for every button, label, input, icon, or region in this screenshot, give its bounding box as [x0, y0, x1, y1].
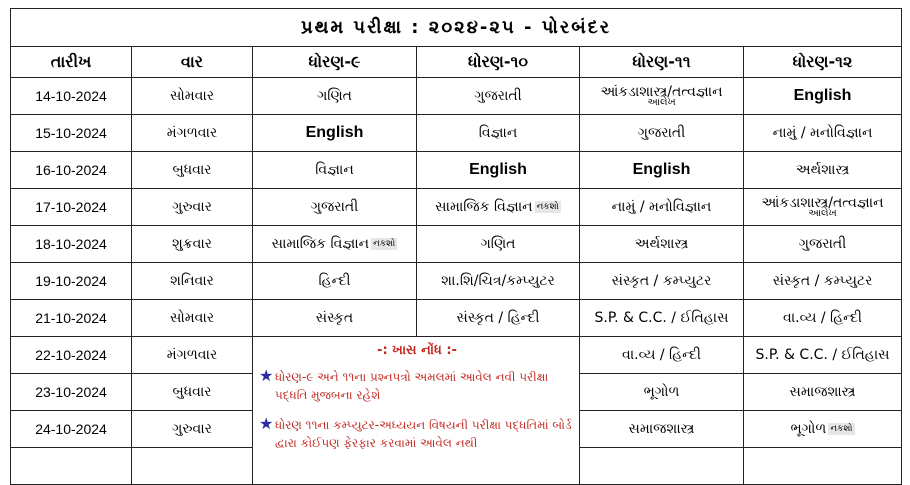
- empty-cell: [744, 448, 902, 485]
- std12-subject: આંકડાશાસ્ત્ર/તત્વજ્ઞાન: [761, 195, 884, 211]
- std11-subject-cell: [580, 78, 744, 115]
- map-tag: નકશો: [536, 202, 559, 212]
- std11-subject: સંસ્કૃત / કમ્પ્યુટર: [580, 263, 744, 300]
- table-row: [11, 300, 902, 337]
- std10-subject: શા.શિ/ચિત્ર/કમ્પ્યુટર: [417, 263, 580, 300]
- std11-subject: અર્થશાસ્ત્ર: [580, 226, 744, 263]
- subject-subnote: આલેખ: [808, 208, 837, 219]
- header-date: તારીખ: [11, 47, 132, 78]
- map-tag: નકશો: [830, 424, 853, 434]
- std10-subject: ગણિત: [417, 226, 580, 263]
- note-text: ધોરણ-૯ અને ૧૧ના પ્રશ્નપત્રો અમલમાં આવેલ નવી પરીક્ષા પદ્ધતિ મુજબના રહેશે: [275, 370, 549, 402]
- std12-subject: S.P. & C.C. / ઈતિહાસ: [744, 337, 902, 374]
- date-cell: 19-10-2024: [11, 263, 132, 300]
- std10-subject-cell: [417, 189, 580, 226]
- subject-subnote: આલેખ: [647, 97, 676, 108]
- std9-subject: English: [253, 115, 417, 152]
- std11-subject: ગુજરાતી: [580, 115, 744, 152]
- date-cell: 17-10-2024: [11, 189, 132, 226]
- table-row: [11, 189, 902, 226]
- std9-subject: સામાજિક વિજ્ઞાન: [271, 236, 370, 252]
- day-cell: બુધવાર: [132, 374, 253, 411]
- std11-subject: આંકડાશાસ્ત્ર/તત્વજ્ઞાન: [600, 84, 723, 100]
- std11-subject: નામું / મનોવિજ્ઞાન: [580, 189, 744, 226]
- header-std11: ધોરણ-૧૧: [580, 47, 744, 78]
- date-cell: 22-10-2024: [11, 337, 132, 374]
- star-icon: ★: [259, 366, 274, 385]
- header-std9: ધોરણ-૯: [253, 47, 417, 78]
- std12-subject: English: [744, 78, 902, 115]
- special-note: [253, 337, 580, 485]
- std12-subject: સમાજશાસ્ત્ર: [744, 374, 902, 411]
- timetable-table: [10, 8, 902, 485]
- date-cell: 16-10-2024: [11, 152, 132, 189]
- std10-subject: સામાજિક વિજ્ઞાન: [435, 199, 533, 215]
- std10-subject: સંસ્કૃત / હિન્દી: [417, 300, 580, 337]
- date-cell: 14-10-2024: [11, 78, 132, 115]
- std11-subject: S.P. & C.C. / ઈતિહાસ: [580, 300, 744, 337]
- day-cell: મંગળવાર: [132, 115, 253, 152]
- std10-subject: વિજ્ઞાન: [417, 115, 580, 152]
- header-std12: ધોરણ-૧૨: [744, 47, 902, 78]
- day-cell: શનિવાર: [132, 263, 253, 300]
- table-row: [11, 263, 902, 300]
- day-cell: સોમવાર: [132, 78, 253, 115]
- empty-cell: [580, 448, 744, 485]
- std11-subject: વા.વ્ય / હિન્દી: [580, 337, 744, 374]
- std11-subject: English: [580, 152, 744, 189]
- note-title: -: ખાસ નોંધ :-: [377, 343, 457, 358]
- day-cell: શુક્રવાર: [132, 226, 253, 263]
- std12-subject: વા.વ્ય / હિન્દી: [744, 300, 902, 337]
- empty-cell: [132, 448, 253, 485]
- std10-subject: ગુજરાતી: [417, 78, 580, 115]
- table-row: [11, 78, 902, 115]
- map-tag: નકશો: [373, 239, 396, 249]
- std9-subject: સંસ્કૃત: [253, 300, 417, 337]
- note-item: [259, 416, 575, 452]
- table-row: [11, 337, 902, 374]
- date-cell: 15-10-2024: [11, 115, 132, 152]
- empty-cell: [11, 448, 132, 485]
- note-text: ધોરણ ૧૧ના કમ્પ્યુટર-અધ્યયન વિષયની પરીક્ષા પદ્ધતિમાં બોર્ડ દ્વારા કોઈપણ ફેરફાર કરવામાં આવેલ નથી: [275, 418, 572, 450]
- std11-subject: સમાજશાસ્ત્ર: [580, 411, 744, 448]
- std9-subject: ગણિત: [253, 78, 417, 115]
- note-item: [259, 368, 575, 404]
- star-icon: ★: [259, 414, 274, 433]
- header-day: વાર: [132, 47, 253, 78]
- std12-subject-cell: [744, 411, 902, 448]
- std12-subject: અર્થશાસ્ત્ર: [744, 152, 902, 189]
- exam-timetable: [10, 8, 901, 485]
- date-cell: 23-10-2024: [11, 374, 132, 411]
- table-row: [11, 226, 902, 263]
- table-row: [11, 115, 902, 152]
- day-cell: ગુરુવાર: [132, 189, 253, 226]
- std11-subject: ભૂગોળ: [580, 374, 744, 411]
- std9-subject: ગુજરાતી: [253, 189, 417, 226]
- std12-subject: નામું / મનોવિજ્ઞાન: [744, 115, 902, 152]
- std9-subject: હિન્દી: [253, 263, 417, 300]
- std12-subject: સંસ્કૃત / કમ્પ્યુટર: [744, 263, 902, 300]
- table-row: [11, 152, 902, 189]
- std12-subject: ભૂગોળ: [790, 421, 827, 437]
- day-cell: બુધવાર: [132, 152, 253, 189]
- date-cell: 21-10-2024: [11, 300, 132, 337]
- day-cell: સોમવાર: [132, 300, 253, 337]
- day-cell: મંગળવાર: [132, 337, 253, 374]
- date-cell: 24-10-2024: [11, 411, 132, 448]
- std12-subject: ગુજરાતી: [744, 226, 902, 263]
- std9-subject: વિજ્ઞાન: [253, 152, 417, 189]
- std9-subject-cell: [253, 226, 417, 263]
- page-title: પ્રથમ પરીક્ષા : ૨૦૨૪-૨૫ - પોરબંદર: [11, 9, 902, 47]
- day-cell: ગુરુવાર: [132, 411, 253, 448]
- std12-subject-cell: [744, 189, 902, 226]
- header-std10: ધોરણ-૧૦: [417, 47, 580, 78]
- header-row: [11, 47, 902, 78]
- std10-subject: English: [417, 152, 580, 189]
- date-cell: 18-10-2024: [11, 226, 132, 263]
